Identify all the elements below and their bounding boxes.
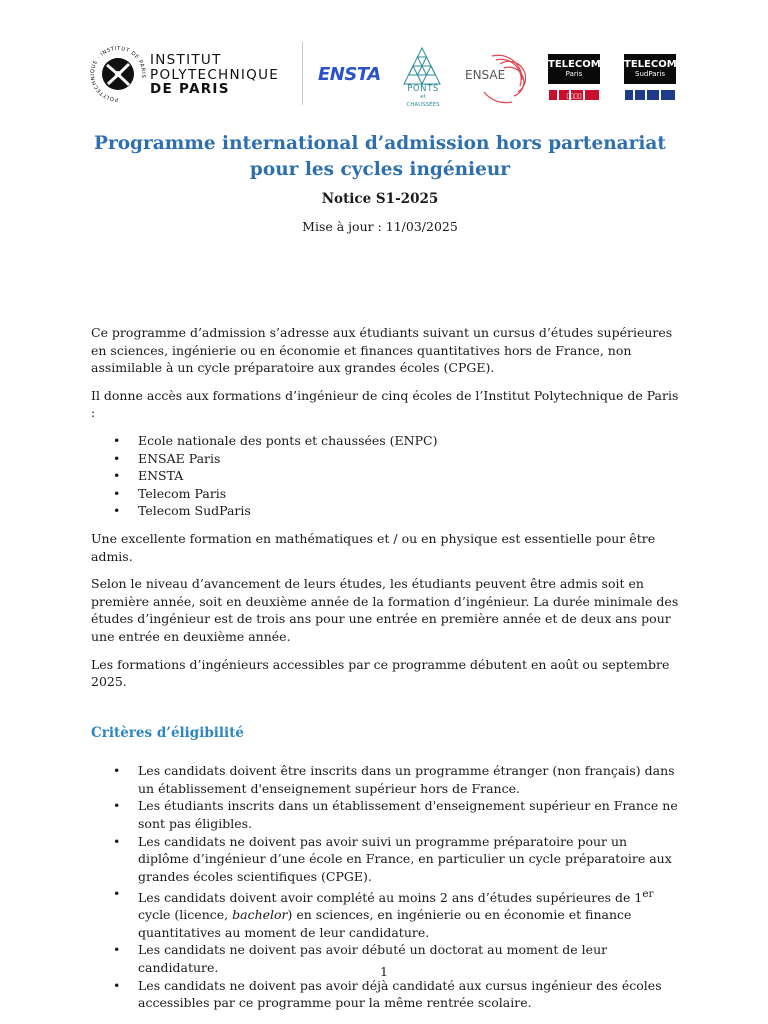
schools-list xyxy=(91,432,681,520)
bullet-icon: • xyxy=(113,763,121,779)
criterion-part: cycle (licence, xyxy=(138,907,233,923)
math-paragraph: Une excellente formation en mathématiques et / ou en physique est essentielle pour être admis. xyxy=(91,530,656,564)
bullet-icon: • xyxy=(113,886,121,902)
school-name: ENSAE Paris xyxy=(138,450,221,466)
access-paragraph: Il donne accès aux formations d’ingénieur de cinq écoles de l’Institut Polytechnique de Paris : xyxy=(91,387,679,421)
ordinal-superscript: er xyxy=(642,887,654,900)
ip-paris-emblem-text: POLYTECHNIQUE · INSTITUT DE PARIS xyxy=(90,45,146,103)
criterion-text xyxy=(138,887,654,940)
document-body xyxy=(91,324,681,1012)
school-name: Ecole nationale des ponts et chaussées (ENPC) xyxy=(138,432,438,448)
bullet-icon: • xyxy=(113,977,121,993)
title-line2: pour les cycles ingénieur xyxy=(249,159,511,180)
ponts-triangle-icon xyxy=(402,46,442,86)
ip-paris-wordmark xyxy=(150,53,279,97)
school-name: Telecom SudParis xyxy=(138,503,251,519)
update-date: Mise à jour : 11/03/2025 xyxy=(302,219,458,234)
logo-strip xyxy=(0,0,768,112)
bullet-icon: • xyxy=(113,942,121,958)
ponts-line1: PONTS xyxy=(407,84,439,94)
criterion-part: ) en sciences, en ingénierie ou en économie et finance quantitatives au moment de leur candidature. xyxy=(138,907,632,940)
school-name: Telecom Paris xyxy=(138,485,227,501)
ensta-logo: ENSTA xyxy=(318,64,381,85)
bullet-icon: • xyxy=(113,485,121,501)
bullet-icon: • xyxy=(113,432,121,448)
start-paragraph: Les formations d’ingénieurs accessibles par ce programme débutent en août ou septembre 2025. xyxy=(91,656,670,690)
ip-paris-line1: INSTITUT xyxy=(150,52,222,68)
bullet-icon: • xyxy=(113,798,121,814)
list-item xyxy=(91,797,681,832)
criterion-emphasis: bachelor xyxy=(232,907,288,923)
telecom-sudparis-name: TELECOM xyxy=(624,59,677,70)
ponts-line3: CHAUSSÉES xyxy=(406,102,440,108)
bullet-icon: • xyxy=(113,833,121,849)
list-item xyxy=(91,502,681,520)
telecom-paris-logo xyxy=(548,54,600,84)
criterion-text: Les étudiants inscrits dans un établissement d'enseignement supérieur en France ne sont pas éligibles. xyxy=(138,798,678,832)
notice-label: Notice S1-2025 xyxy=(321,191,439,207)
ip-paris-emblem-icon xyxy=(90,44,146,104)
imt-bar-blue-icon xyxy=(624,88,676,101)
level-paragraph: Selon le niveau d’avancement de leurs études, les étudiants peuvent être admis soit en première année, soit en deuxième année de la formation d’ingénieur. La durée minimale des études d’ingénieur est de trois ans pour une entrée en première année et de deux ans pour une entrée en deuxième année. xyxy=(91,576,679,644)
list-item xyxy=(91,885,681,941)
ponts-wordmark xyxy=(398,85,448,109)
telecom-sudparis-logo xyxy=(624,54,676,84)
list-item xyxy=(91,833,681,886)
telecom-sudparis-sub: SudParis xyxy=(635,70,665,78)
criterion-text: Les candidats ne doivent pas avoir débuté un doctorat au moment de leur candidature. xyxy=(138,942,608,975)
intro-paragraph: Ce programme d’admission s’adresse aux étudiants suivant un cursus d’études supérieures en sciences, ingénierie ou en économie et finances quantitatives hors de France, non assimilable à un cycle préparatoire aux grandes écoles (CPGE). xyxy=(91,325,673,376)
svg-text:▯▯▯▯: ▯▯▯▯ xyxy=(566,92,582,100)
list-item xyxy=(91,762,681,797)
list-item xyxy=(91,467,681,485)
bullet-icon: • xyxy=(113,503,121,519)
page-number: 1 xyxy=(380,964,388,979)
list-item xyxy=(91,432,681,450)
bullet-icon: • xyxy=(113,450,121,466)
document-title xyxy=(60,131,700,183)
bullet-icon: • xyxy=(113,468,121,484)
title-line1: Programme international d’admission hors partenariat xyxy=(94,133,666,154)
school-name: ENSTA xyxy=(138,468,184,484)
criteria-heading: Critères d’éligibilité xyxy=(91,724,245,741)
criterion-part: Les candidats doivent avoir complété au moins 2 ans d’études supérieures de 1 xyxy=(138,889,643,905)
list-item xyxy=(91,485,681,503)
criterion-text: Les candidats ne doivent pas avoir suivi un programme préparatoire pour un diplôme d’ingénieur d’une école en France, en particulier un cycle préparatoire aux grandes écoles scientifiques (CPGE). xyxy=(138,833,672,884)
criterion-text: Les candidats ne doivent pas avoir déjà candidaté aux cursus ingénieur des écoles accessibles par ce programme pour la même rentrée scolaire. xyxy=(138,977,662,1011)
criterion-text: Les candidats doivent être inscrits dans un programme étranger (non français) dans un établissement d'enseignement supérieur hors de France. xyxy=(138,763,675,796)
telecom-paris-sub: Paris xyxy=(565,70,583,78)
list-item xyxy=(91,977,681,1012)
list-item xyxy=(91,450,681,468)
imt-bar-red-icon xyxy=(548,88,600,101)
ensae-logo: ENSAE xyxy=(465,68,506,82)
ponts-line2: et xyxy=(420,94,426,100)
telecom-paris-name: TELECOM xyxy=(548,59,601,70)
logo-separator xyxy=(302,42,303,105)
ip-paris-line3: DE PARIS xyxy=(150,81,230,97)
ip-paris-line2: POLYTECHNIQUE xyxy=(150,66,280,83)
